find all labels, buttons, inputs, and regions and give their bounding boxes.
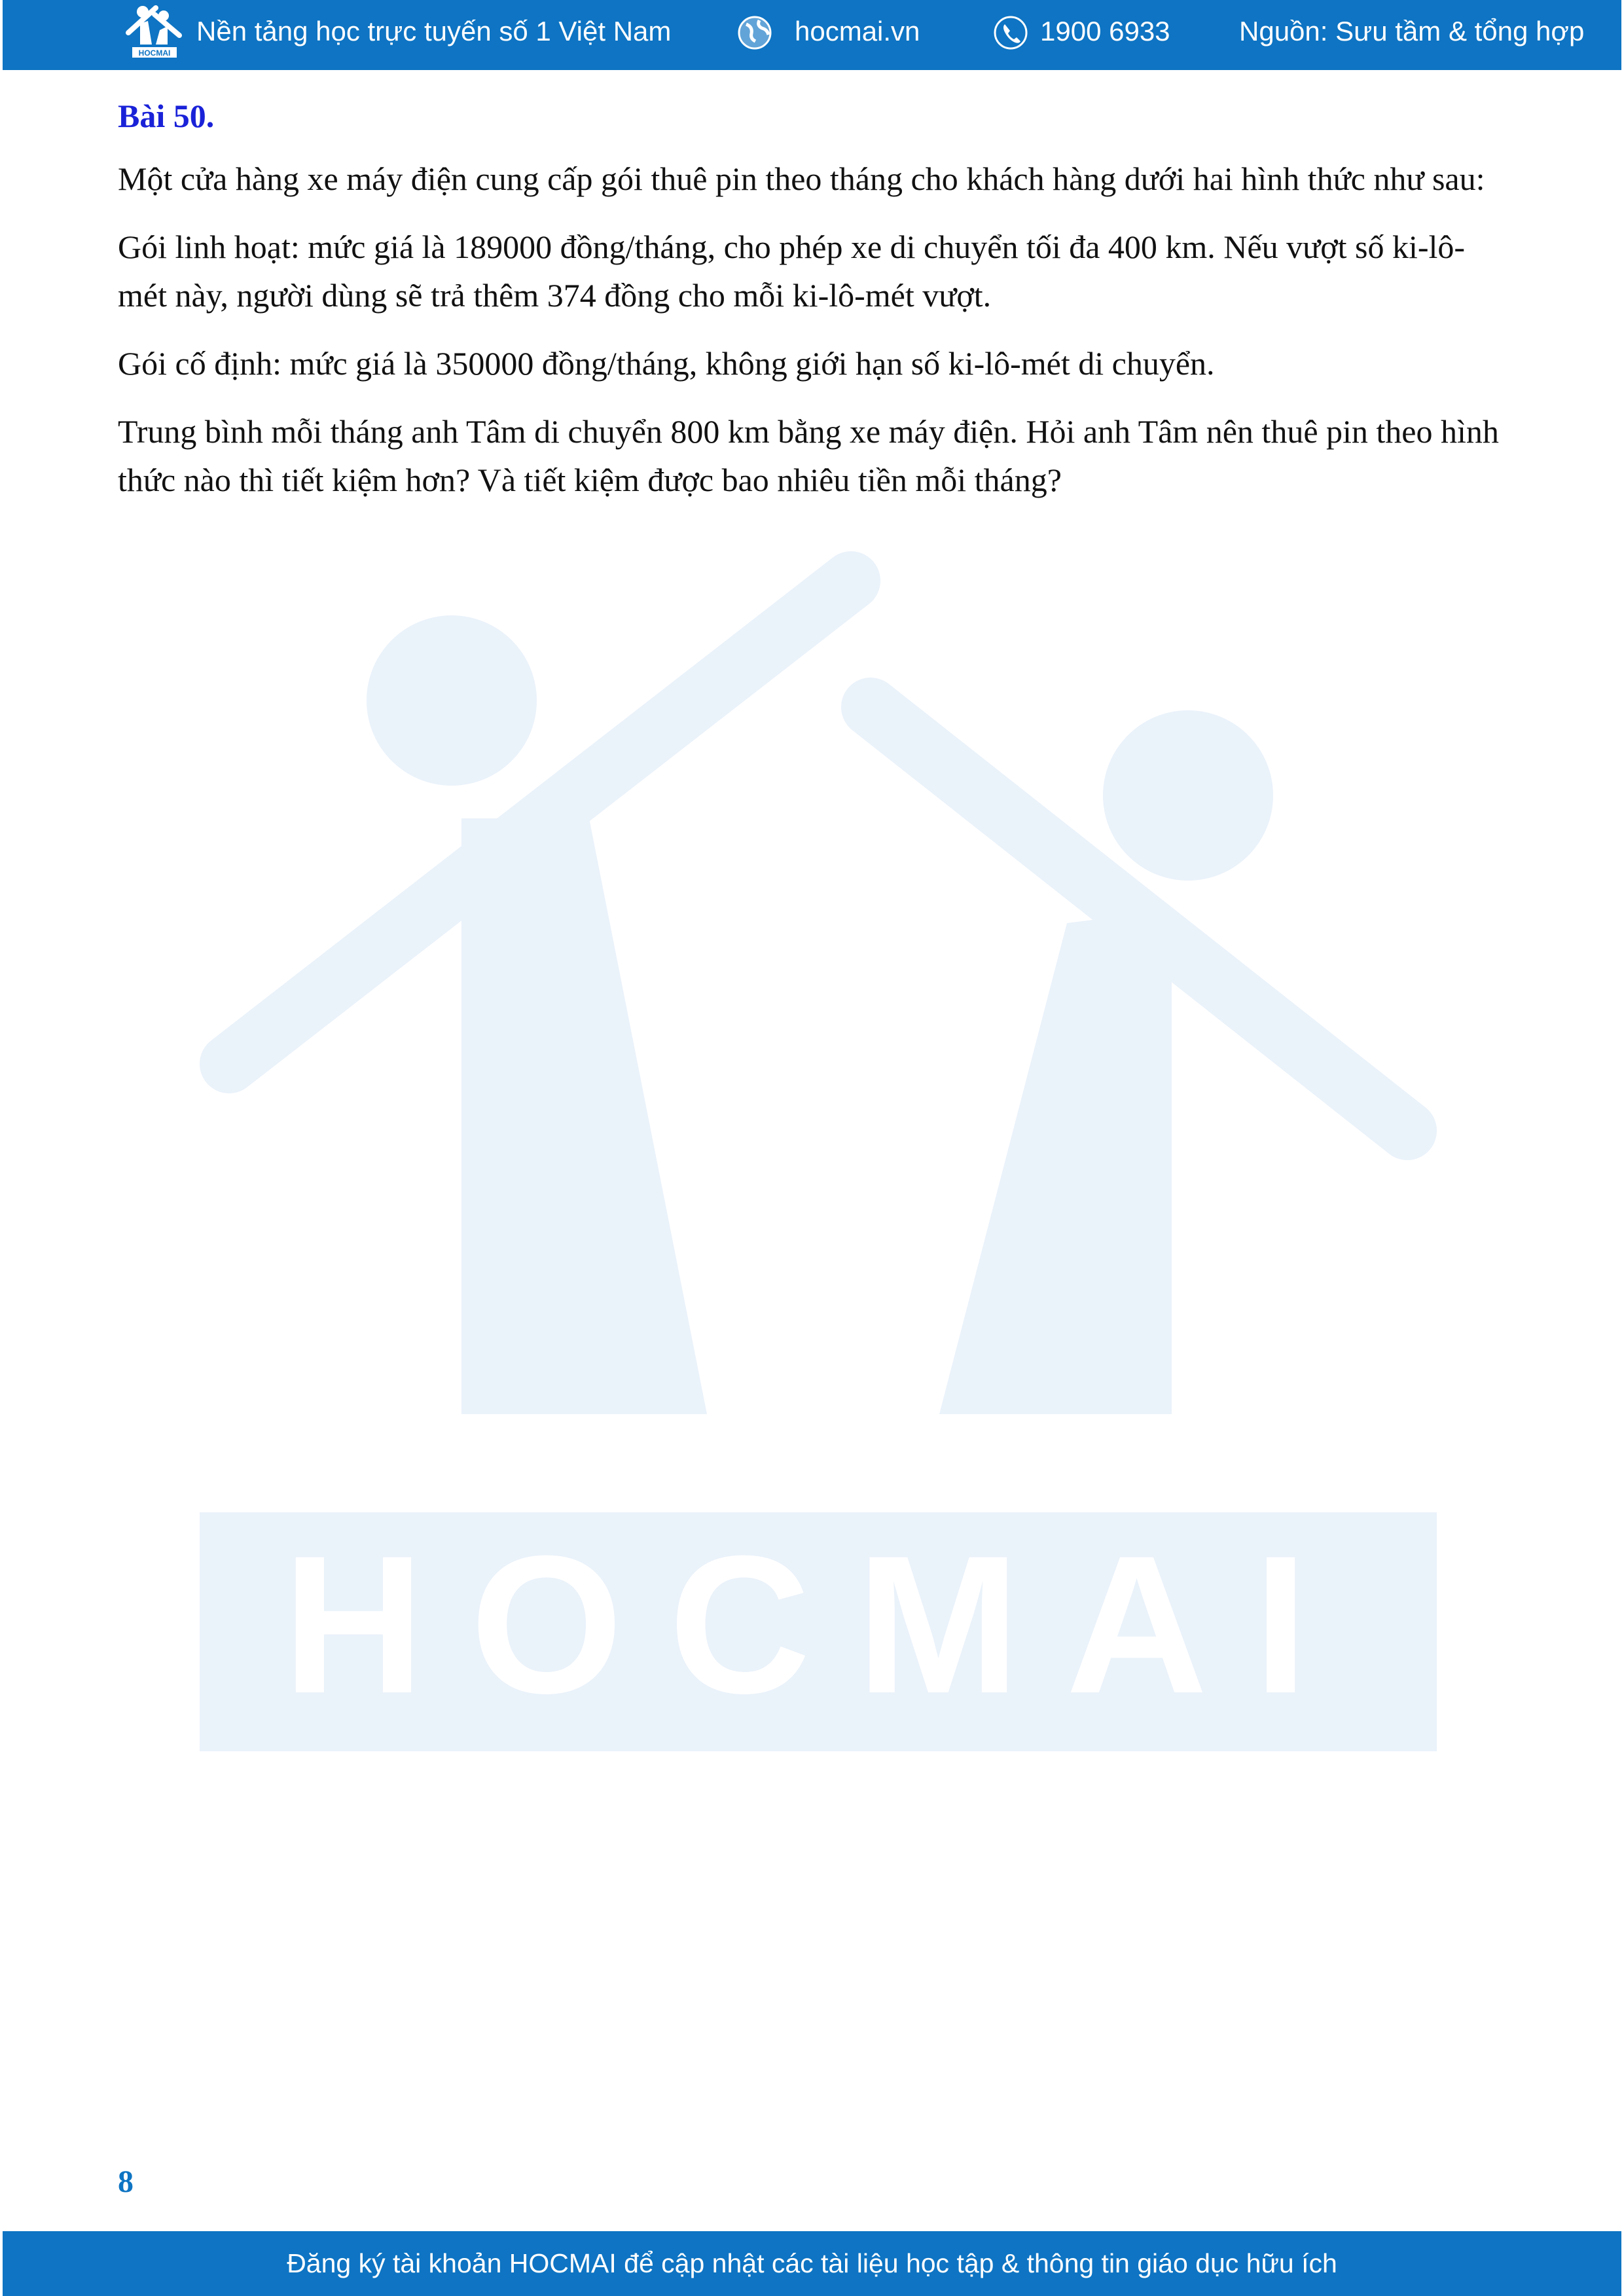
problem-content <box>118 92 1506 524</box>
footer-text: Đăng ký tài khoản HOCMAI để cập nhật các tài liệu học tập & thông tin giáo dục hữu ích <box>287 2248 1337 2278</box>
page-number: 8 <box>118 2164 134 2199</box>
header-slogan: Nền tảng học trực tuyến số 1 Việt Nam <box>196 15 672 46</box>
hocmai-watermark <box>196 550 1440 1755</box>
problem-question: Trung bình mỗi tháng anh Tâm di chuyển 800 km bằng xe máy điện. Hỏi anh Tâm nên thuê pin theo hình thức nào thì tiết kiệm hơn? Và tiết kiệm được bao nhiêu tiền mỗi tháng? <box>118 413 1499 498</box>
phone-icon <box>993 15 1028 50</box>
globe-icon <box>737 15 772 50</box>
problem-intro: Một cửa hàng xe máy điện cung cấp gói thuê pin theo tháng cho khách hàng dưới hai hình thức như sau: <box>118 160 1485 197</box>
header-website[interactable]: hocmai.vn <box>795 15 920 46</box>
svg-text:HOCMAI: HOCMAI <box>282 1514 1354 1734</box>
flexible-package-text: Gói linh hoạt: mức giá là 189000 đồng/tháng, cho phép xe di chuyển tối đa 400 km. Nếu vượt số ki-lô-mét này, người dùng sẽ trả thêm 374 đồng cho mỗi ki-lô-mét vượt. <box>118 228 1466 314</box>
svg-text:HOCMAI: HOCMAI <box>138 48 171 58</box>
page-header <box>3 0 1621 70</box>
problem-title: Bài 50. <box>118 98 215 134</box>
header-source: Nguồn: Sưu tầm & tổng hợp <box>1239 15 1585 46</box>
fixed-package-text: Gói cố định: mức giá là 350000 đồng/tháng, không giới hạn số ki-lô-mét di chuyển. <box>118 345 1215 382</box>
page-footer <box>3 2231 1621 2296</box>
hocmai-logo-icon <box>126 4 183 60</box>
header-phone: 1900 6933 <box>1040 15 1170 46</box>
